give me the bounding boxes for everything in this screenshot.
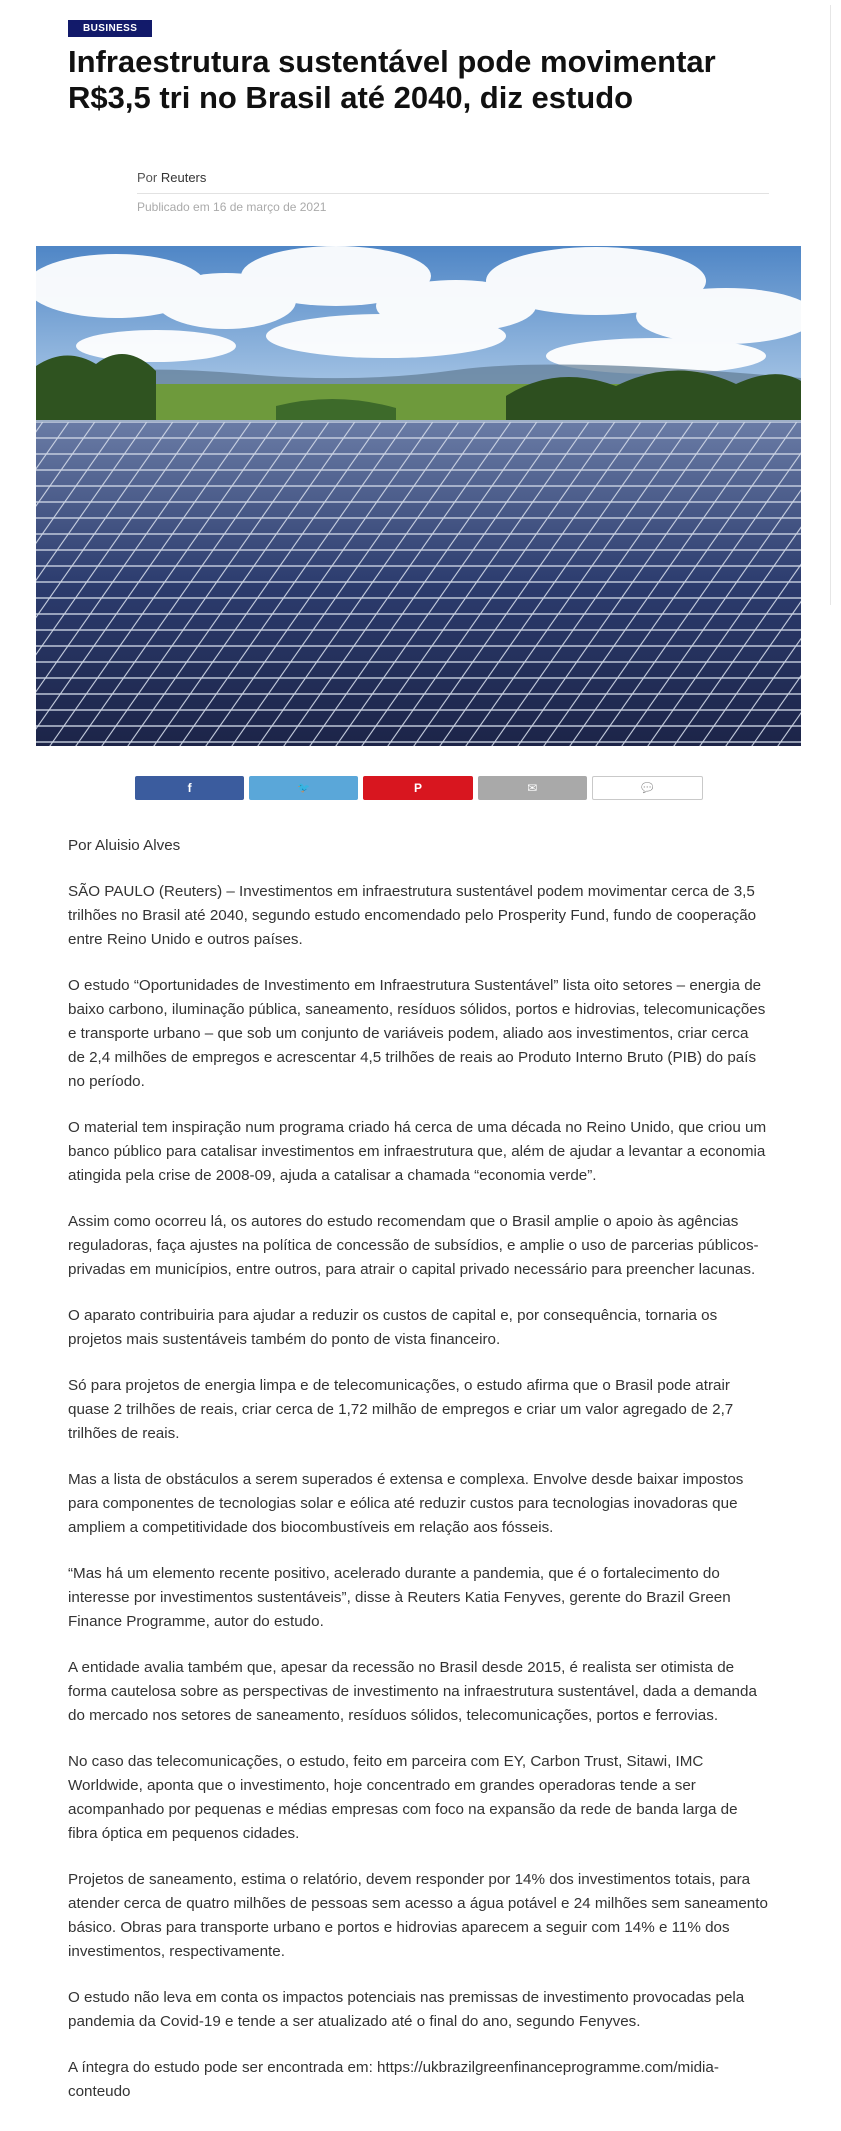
article-paragraph: O material tem inspiração num programa criado há cerca de uma década no Reino Unido, que criou um banco público para catalisar investimentos em infraestrutura que, além de ajudar a levantar a economia atingida pela crise de 2008-09, ajuda a catalisar a chamada “economia verde”. — [68, 1119, 767, 1184]
twitter-icon: 🐦 — [297, 782, 311, 794]
article-paragraph: O estudo “Oportunidades de Investimento em Infraestrutura Sustentável” lista oito setores – energia de baixo carbono, iluminação pública, saneamento, resíduos sólidos, portos e hidrovias, telecomunicações e transporte urbano – que sob um conjunto de variáveis podem, aliado aos investimentos, criar cerca de 2,4 milhões de empregos e acrescentar 4,5 trilhões de reais ao Produto Interno Bruto (PIB) do país no período. — [68, 977, 766, 1090]
facebook-icon: f — [187, 781, 192, 795]
article-paragraph: No caso das telecomunicações, o estudo, feito em parceira com EY, Carbon Trust, Sitawi, IMC Worldwide, aponta que o investimento, hoje concentrado em grandes operadoras tende a ser acompanhado por pequenas e médias empresas com foco na expansão da rede de banda larga de fibra óptica em pequenos cidades. — [68, 1753, 738, 1842]
article-title: Infraestrutura sustentável pode movimentar R$3,5 tri no Brasil até 2040, diz estudo — [68, 44, 716, 115]
comment-button[interactable] — [592, 776, 703, 800]
pinterest-share-button[interactable] — [363, 776, 472, 800]
byline-author-link[interactable]: Reuters — [160, 170, 207, 185]
article-paragraph: Por Aluisio Alves — [68, 837, 181, 854]
byline-prefix: Por — [137, 170, 158, 185]
category-badge[interactable]: BUSINESS — [68, 20, 152, 37]
comment-icon: 💬 — [641, 782, 654, 794]
article-paragraph: Projetos de saneamento, estima o relatório, devem responder por 14% dos investimentos totais, para atender cerca de quatro milhões de pessoas sem acesso a água potável e 24 milhões sem saneamento básico. Obras para transporte urbano e portos e hidrovias aparecem a seguir com 14% e 11% dos investimentos, respectivamente. — [68, 1871, 768, 1960]
email-share-button[interactable] — [478, 776, 587, 800]
facebook-share-button[interactable] — [135, 776, 244, 800]
solar-farm-illustration — [36, 246, 801, 746]
scrollbar-track[interactable] — [830, 5, 840, 605]
hero-image-solar-farm — [36, 246, 801, 746]
article-body — [68, 834, 768, 2126]
article-paragraph: Assim como ocorreu lá, os autores do estudo recomendam que o Brasil amplie o apoio às agências reguladoras, faça ajustes na política de concessão de subsídios, e amplie o uso de parcerias públicos-privadas em municípios, entre outros, para atrair o capital privado necessário para preencher lacunas. — [68, 1213, 759, 1278]
share-bar — [135, 776, 703, 802]
article-paragraph: Mas a lista de obstáculos a serem superados é extensa e complexa. Envolve desde baixar impostos para componentes de tecnologias solar e eólica até reduzir custos para tecnologias inovadoras que ampliem a competitividade dos biocombustíveis em relação aos fósseis. — [68, 1471, 744, 1536]
publish-date: Publicado em 16 de março de 2021 — [137, 200, 327, 214]
article-paragraph: “Mas há um elemento recente positivo, acelerado durante a pandemia, que é o fortalecimento do interesse por investimentos sustentáveis”, disse à Reuters Katia Fenyves, gerente do Brazil Green Finance Programme, autor do estudo. — [68, 1565, 731, 1630]
email-icon: ✉ — [527, 781, 538, 795]
pinterest-icon: P — [414, 781, 423, 795]
article-paragraph: O estudo não leva em conta os impactos potenciais nas premissas de investimento provocadas pela pandemia da Covid-19 e tende a ser atualizado até o final do ano, segundo Fenyves. — [68, 1989, 745, 2030]
article-paragraph: O aparato contribuiria para ajudar a reduzir os custos de capital e, por consequência, tornaria os projetos mais sustentáveis também do ponto de vista financeiro. — [68, 1307, 718, 1348]
byline — [137, 170, 206, 185]
article-paragraph: A íntegra do estudo pode ser encontrada em: https://ukbrazilgreenfinanceprogramme.com/midia-conteudo — [68, 2059, 719, 2100]
article-paragraph: SÃO PAULO (Reuters) – Investimentos em infraestrutura sustentável podem movimentar cerca de 3,5 trilhões no Brasil até 2040, segundo estudo encomendado pelo Prosperity Fund, fundo de cooperação entre Reino Unido e outros países. — [68, 883, 757, 948]
twitter-share-button[interactable] — [249, 776, 358, 800]
byline-divider — [137, 193, 769, 194]
article-paragraph: A entidade avalia também que, apesar da recessão no Brasil desde 2015, é realista ser otimista de forma cautelosa sobre as perspectivas de investimento na infraestrutura sustentável, dada a demanda do mercado nos setores de saneamento, resíduos sólidos, telecomunicações, portos e ferrovias. — [68, 1659, 757, 1724]
article-paragraph: Só para projetos de energia limpa e de telecomunicações, o estudo afirma que o Brasil pode atrair quase 2 trilhões de reais, criar cerca de 1,72 milhão de empregos e criar um valor agregado de 2,7 trilhões de reais. — [68, 1377, 734, 1442]
